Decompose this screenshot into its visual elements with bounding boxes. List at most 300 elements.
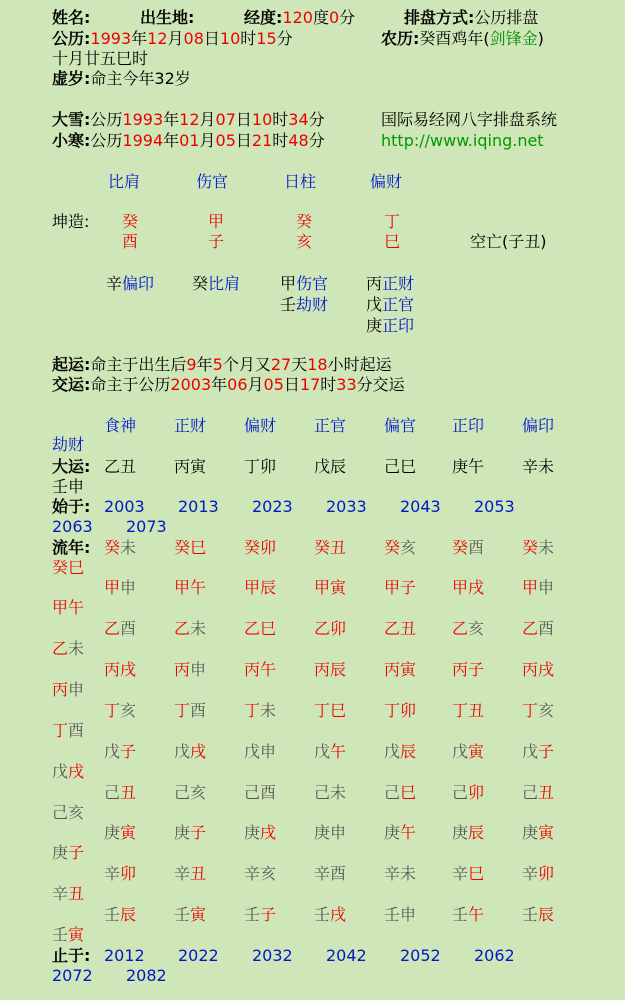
stem-char: 辛 xyxy=(314,864,331,883)
longitude-degrees: 120 xyxy=(282,8,313,27)
liunian-cell xyxy=(244,701,276,721)
liunian-cell xyxy=(244,783,276,803)
daxue-label: 大雪: xyxy=(52,110,91,129)
lunar-prefix: 癸酉鸡年( xyxy=(419,29,490,48)
term-hour: 10 xyxy=(251,110,273,129)
stem-char: 丁 xyxy=(314,701,331,720)
liunian-cell xyxy=(384,823,416,843)
start-year: 2013 xyxy=(178,497,219,516)
branch-char: 卯 xyxy=(260,538,277,557)
branch-char: 申 xyxy=(260,742,277,761)
branch-char: 申 xyxy=(538,578,555,597)
start-label: 始于: xyxy=(52,497,91,516)
branch-char: 丑 xyxy=(330,538,347,557)
site-link[interactable]: http://www.iqing.net xyxy=(381,131,544,150)
stem-char: 戊 xyxy=(174,742,191,761)
stem-char: 己 xyxy=(384,783,401,802)
branch-char: 寅 xyxy=(538,823,555,842)
hidden-stem xyxy=(366,316,414,336)
branch-char: 酉 xyxy=(468,538,485,557)
liunian-cell xyxy=(104,823,136,843)
branch-char: 申 xyxy=(68,680,85,699)
liunian-cell xyxy=(244,660,276,680)
qiyun-hours: 18 xyxy=(307,355,328,374)
dayun-cycle: 庚午 xyxy=(452,457,485,476)
branch-char: 酉 xyxy=(120,619,137,638)
liunian-cell xyxy=(244,864,276,884)
branch-char: 丑 xyxy=(400,619,417,638)
branch-char: 亥 xyxy=(538,701,555,720)
liunian-cell xyxy=(522,578,554,598)
stem-char: 壬 xyxy=(452,905,469,924)
branch-char: 寅 xyxy=(68,925,85,944)
solar-label: 公历: xyxy=(52,29,91,48)
site-name: 国际易经网八字排盘系统 xyxy=(381,110,558,129)
dayun-cycle: 辛未 xyxy=(522,457,555,476)
unit: 月 xyxy=(167,29,184,48)
stem-char: 庚 xyxy=(522,823,539,842)
liunian-cell xyxy=(52,680,84,700)
stem-char: 辛 xyxy=(244,864,261,883)
liunian-cell xyxy=(522,701,554,721)
liunian-cell xyxy=(52,843,84,863)
branch-char: 寅 xyxy=(400,660,417,679)
term-minute: 48 xyxy=(288,131,309,150)
stem-char: 癸 xyxy=(104,538,121,557)
branch-char: 寅 xyxy=(330,578,347,597)
liunian-cell xyxy=(174,823,206,843)
stem-char: 丁 xyxy=(522,701,539,720)
liunian-cell xyxy=(314,742,346,762)
branch-char: 丑 xyxy=(68,884,85,903)
hidden-stem-char: 丙 xyxy=(366,274,383,293)
liunian-cell xyxy=(52,925,84,945)
unit: 时 xyxy=(240,29,257,48)
liunian-cell xyxy=(104,701,136,721)
solar-hour: 10 xyxy=(219,29,241,48)
unit: 年 xyxy=(163,131,180,150)
unit: 日 xyxy=(203,29,220,48)
liunian-cell xyxy=(104,783,136,803)
stem-char: 癸 xyxy=(384,538,401,557)
hidden-stem-god: 劫财 xyxy=(296,295,329,314)
liunian-cell xyxy=(384,578,416,598)
liunian-cell xyxy=(104,864,136,884)
branch-char: 申 xyxy=(330,823,347,842)
liunian-cell xyxy=(244,742,276,762)
liunian-cell xyxy=(244,905,276,925)
stem-char: 乙 xyxy=(522,619,539,638)
stem-char: 辛 xyxy=(522,864,539,883)
stem-char: 庚 xyxy=(104,823,121,842)
branch-char: 丑 xyxy=(538,783,555,802)
start-year: 2053 xyxy=(474,497,515,516)
branch-char: 申 xyxy=(400,905,417,924)
liunian-cell xyxy=(384,660,416,680)
start-year: 2033 xyxy=(326,497,367,516)
liunian-cell xyxy=(244,823,276,843)
stem-char: 庚 xyxy=(384,823,401,842)
branch-char: 子 xyxy=(468,660,485,679)
branch-char: 辰 xyxy=(400,742,417,761)
stem-char: 辛 xyxy=(452,864,469,883)
branch-char: 亥 xyxy=(68,803,85,822)
liunian-cell xyxy=(104,578,136,598)
stem-char: 庚 xyxy=(452,823,469,842)
stem-char: 辛 xyxy=(52,884,69,903)
stem-char: 戊 xyxy=(244,742,261,761)
liunian-cell xyxy=(522,783,554,803)
liunian-cell xyxy=(244,578,276,598)
stem-char: 乙 xyxy=(244,619,261,638)
stem-char: 壬 xyxy=(314,905,331,924)
dayun-cycle: 戊辰 xyxy=(314,457,347,476)
liunian-cell xyxy=(452,783,484,803)
hidden-stem-char: 癸 xyxy=(192,274,209,293)
liunian-cell xyxy=(522,619,554,639)
stem-char: 乙 xyxy=(104,619,121,638)
liunian-cell xyxy=(52,639,84,659)
branch-char: 丑 xyxy=(468,701,485,720)
end-label: 止于: xyxy=(52,946,91,965)
dayun-god: 偏印 xyxy=(522,416,555,435)
liunian-label: 流年: xyxy=(52,538,91,557)
liunian-cell xyxy=(452,538,484,558)
term-prefix: 公历 xyxy=(90,131,123,150)
stem-char: 丁 xyxy=(174,701,191,720)
term-prefix: 公历 xyxy=(90,110,123,129)
stem-char: 丙 xyxy=(522,660,539,679)
dayun-label: 大运: xyxy=(52,457,91,476)
branch-char: 午 xyxy=(190,578,207,597)
branch-char: 亥 xyxy=(260,864,277,883)
unit: 个月又 xyxy=(222,355,271,374)
liunian-cell xyxy=(452,905,484,925)
stem-char: 丙 xyxy=(452,660,469,679)
unit: 日 xyxy=(235,110,252,129)
term-day: 07 xyxy=(215,110,236,129)
stem-char: 丁 xyxy=(384,701,401,720)
liunian-cell xyxy=(314,660,346,680)
stem-char: 癸 xyxy=(174,538,191,557)
pillar-god: 比肩 xyxy=(108,172,141,191)
branch-char: 戌 xyxy=(538,660,555,679)
end-year: 2062 xyxy=(474,946,515,965)
liunian-cell xyxy=(174,742,206,762)
liunian-cell xyxy=(174,619,206,639)
stem-char: 己 xyxy=(452,783,469,802)
chart-method xyxy=(404,8,538,28)
dayun-god: 偏财 xyxy=(244,416,277,435)
liunian-cell xyxy=(52,558,84,578)
branch-char: 酉 xyxy=(68,721,85,740)
unit: 分 xyxy=(276,29,293,48)
pillar-stem: 甲 xyxy=(208,212,225,231)
qiyun-label: 起运: xyxy=(52,355,91,374)
hidden-stem-god: 偏印 xyxy=(122,274,155,293)
stem-char: 乙 xyxy=(452,619,469,638)
branch-char: 未 xyxy=(400,864,417,883)
stem-char: 乙 xyxy=(174,619,191,638)
branch-char: 亥 xyxy=(468,619,485,638)
stem-char: 甲 xyxy=(104,578,121,597)
start-year: 2063 xyxy=(52,517,93,536)
liunian-cell xyxy=(314,578,346,598)
kunzao-label: 坤造: xyxy=(52,212,90,231)
branch-char: 卯 xyxy=(400,701,417,720)
branch-char: 寅 xyxy=(190,905,207,924)
pillar-god: 伤官 xyxy=(196,172,229,191)
term-hour: 21 xyxy=(251,131,273,150)
branch-char: 巳 xyxy=(468,864,485,883)
unit: 时 xyxy=(272,110,289,129)
min-unit: 分 xyxy=(339,8,356,27)
stem-char: 甲 xyxy=(522,578,539,597)
branch-char: 戌 xyxy=(260,823,277,842)
branch-char: 酉 xyxy=(538,619,555,638)
unit: 时 xyxy=(272,131,289,150)
branch-char: 巳 xyxy=(260,619,277,638)
liunian-cell xyxy=(174,538,206,558)
unit: 日 xyxy=(283,375,300,394)
start-year: 2043 xyxy=(400,497,441,516)
age xyxy=(52,69,191,89)
dayun-god: 食神 xyxy=(104,416,137,435)
end-year: 2072 xyxy=(52,966,93,985)
branch-char: 申 xyxy=(120,578,137,597)
branch-char: 巳 xyxy=(190,538,207,557)
end-year: 2082 xyxy=(126,966,167,985)
qiyun xyxy=(52,355,392,375)
unit: 年 xyxy=(196,355,213,374)
stem-char: 甲 xyxy=(52,598,69,617)
lunar-date-text: 十月廿五巳时 xyxy=(52,49,149,68)
liunian-cell xyxy=(174,783,206,803)
stem-char: 己 xyxy=(174,783,191,802)
longitude-minutes: 0 xyxy=(328,8,340,27)
unit: 月 xyxy=(247,375,264,394)
liunian-cell xyxy=(104,619,136,639)
branch-char: 午 xyxy=(330,742,347,761)
branch-char: 子 xyxy=(68,843,85,862)
branch-char: 辰 xyxy=(260,578,277,597)
dayun-god: 偏官 xyxy=(384,416,417,435)
branch-char: 子 xyxy=(260,905,277,924)
stem-char: 癸 xyxy=(314,538,331,557)
hidden-stem-god: 正财 xyxy=(382,274,415,293)
method-label: 排盘方式: xyxy=(404,8,475,27)
dayun-cycle: 己巳 xyxy=(384,457,417,476)
liunian-cell xyxy=(522,823,554,843)
liunian-cell xyxy=(522,905,554,925)
stem-char: 己 xyxy=(522,783,539,802)
stem-char: 戊 xyxy=(384,742,401,761)
branch-char: 辰 xyxy=(330,660,347,679)
branch-char: 午 xyxy=(468,905,485,924)
branch-char: 子 xyxy=(190,823,207,842)
hidden-stem-god: 正官 xyxy=(382,295,415,314)
stem-char: 丙 xyxy=(104,660,121,679)
hidden-stem-char: 戊 xyxy=(366,295,383,314)
end-year: 2012 xyxy=(104,946,145,965)
branch-char: 寅 xyxy=(468,742,485,761)
liunian-cell xyxy=(452,823,484,843)
liunian-cell xyxy=(452,864,484,884)
stem-char: 戊 xyxy=(522,742,539,761)
jiaoyun-suffix: 分交运 xyxy=(356,375,405,394)
branch-char: 戌 xyxy=(120,660,137,679)
stem-char: 壬 xyxy=(244,905,261,924)
liunian-cell xyxy=(452,742,484,762)
liunian-cell xyxy=(104,742,136,762)
liunian-cell xyxy=(52,884,84,904)
qiyun-months: 5 xyxy=(212,355,223,374)
liunian-cell xyxy=(452,578,484,598)
solar-date xyxy=(52,29,293,49)
stem-char: 丁 xyxy=(452,701,469,720)
jiaoyun-month: 06 xyxy=(227,375,248,394)
branch-char: 辰 xyxy=(120,905,137,924)
branch-char: 未 xyxy=(190,619,207,638)
liunian-cell xyxy=(174,701,206,721)
start-year: 2003 xyxy=(104,497,145,516)
branch-char: 巳 xyxy=(330,701,347,720)
branch-char: 亥 xyxy=(120,701,137,720)
branch-char: 未 xyxy=(538,538,555,557)
branch-char: 卯 xyxy=(330,619,347,638)
branch-char: 午 xyxy=(400,823,417,842)
stem-char: 丙 xyxy=(52,680,69,699)
stem-char: 壬 xyxy=(104,905,121,924)
stem-char: 戊 xyxy=(314,742,331,761)
hidden-stem-char: 庚 xyxy=(366,316,383,335)
jiaoyun xyxy=(52,375,405,395)
liunian-cell xyxy=(314,619,346,639)
liunian-cell xyxy=(244,538,276,558)
liunian-cell xyxy=(384,783,416,803)
lunar-date xyxy=(381,29,544,49)
nayin: 剑锋金 xyxy=(489,29,538,48)
stem-char: 乙 xyxy=(52,639,69,658)
unit: 月 xyxy=(199,131,216,150)
jiaoyun-hour: 17 xyxy=(299,375,321,394)
liunian-cell xyxy=(52,598,84,618)
stem-char: 甲 xyxy=(314,578,331,597)
liunian-cell xyxy=(384,742,416,762)
branch-char: 酉 xyxy=(330,864,347,883)
liunian-cell xyxy=(244,619,276,639)
branch-char: 子 xyxy=(538,742,555,761)
name-label: 姓名: xyxy=(52,8,91,27)
liunian-cell xyxy=(314,783,346,803)
unit: 月 xyxy=(199,110,216,129)
liunian-cell xyxy=(314,864,346,884)
stem-char: 甲 xyxy=(174,578,191,597)
branch-char: 戌 xyxy=(190,742,207,761)
unit: 年 xyxy=(163,110,180,129)
jiaoyun-prefix: 命主于公历 xyxy=(90,375,171,394)
hidden-stem xyxy=(192,274,240,294)
qiyun-prefix: 命主于出生后 xyxy=(90,355,187,374)
branch-char: 巳 xyxy=(400,783,417,802)
stem-char: 丙 xyxy=(314,660,331,679)
dayun-god: 正印 xyxy=(452,416,485,435)
hidden-stem xyxy=(280,274,328,294)
branch-char: 卯 xyxy=(120,864,137,883)
liunian-cell xyxy=(384,538,416,558)
solar-minute: 15 xyxy=(256,29,277,48)
liunian-cell xyxy=(104,538,136,558)
branch-char: 子 xyxy=(400,578,417,597)
hidden-stem-char: 甲 xyxy=(280,274,297,293)
liunian-cell xyxy=(384,905,416,925)
branch-char: 亥 xyxy=(190,783,207,802)
branch-char: 卯 xyxy=(538,864,555,883)
dayun-god: 正官 xyxy=(314,416,347,435)
liunian-cell xyxy=(314,905,346,925)
liunian-cell xyxy=(452,660,484,680)
stem-char: 癸 xyxy=(452,538,469,557)
stem-char: 戊 xyxy=(52,762,69,781)
stem-char: 甲 xyxy=(244,578,261,597)
pillar-branch: 酉 xyxy=(122,232,139,251)
hidden-stem-god: 伤官 xyxy=(296,274,329,293)
liunian-cell xyxy=(384,619,416,639)
liunian-cell xyxy=(452,619,484,639)
hidden-stem-char: 辛 xyxy=(106,274,123,293)
stem-char: 庚 xyxy=(174,823,191,842)
stem-char: 己 xyxy=(52,803,69,822)
term-month: 01 xyxy=(179,131,200,150)
jiaoyun-label: 交运: xyxy=(52,375,91,394)
term-month: 12 xyxy=(179,110,200,129)
hidden-stem xyxy=(106,274,154,294)
birthplace-label: 出生地: xyxy=(140,8,195,27)
pillar-stem: 癸 xyxy=(122,212,139,231)
term-day: 05 xyxy=(215,131,236,150)
liunian-cell xyxy=(522,660,554,680)
branch-char: 申 xyxy=(190,660,207,679)
jiaoyun-minute: 33 xyxy=(336,375,357,394)
unit: 天 xyxy=(291,355,308,374)
unit: 日 xyxy=(235,131,252,150)
branch-char: 戌 xyxy=(468,578,485,597)
dayun-god: 劫财 xyxy=(52,435,85,454)
pillar-god: 偏财 xyxy=(370,172,403,191)
stem-char: 戊 xyxy=(452,742,469,761)
branch-char: 亥 xyxy=(400,538,417,557)
pillar-branch: 子 xyxy=(208,232,225,251)
branch-char: 寅 xyxy=(120,823,137,842)
jiaoyun-year: 2003 xyxy=(170,375,212,394)
liunian-cell xyxy=(174,578,206,598)
stem-char: 乙 xyxy=(384,619,401,638)
liunian-cell xyxy=(174,905,206,925)
liunian-cell xyxy=(522,864,554,884)
method-value: 公历排盘 xyxy=(474,8,539,27)
branch-char: 子 xyxy=(120,742,137,761)
qiyun-years: 9 xyxy=(186,355,197,374)
pillar-stem: 丁 xyxy=(384,212,401,231)
end-year: 2042 xyxy=(326,946,367,965)
solar-day: 08 xyxy=(183,29,204,48)
end-year: 2022 xyxy=(178,946,219,965)
stem-char: 庚 xyxy=(314,823,331,842)
kongwang: 空亡(子丑) xyxy=(470,232,547,251)
liunian-cell xyxy=(384,864,416,884)
stem-char: 甲 xyxy=(384,578,401,597)
branch-char: 丑 xyxy=(120,783,137,802)
